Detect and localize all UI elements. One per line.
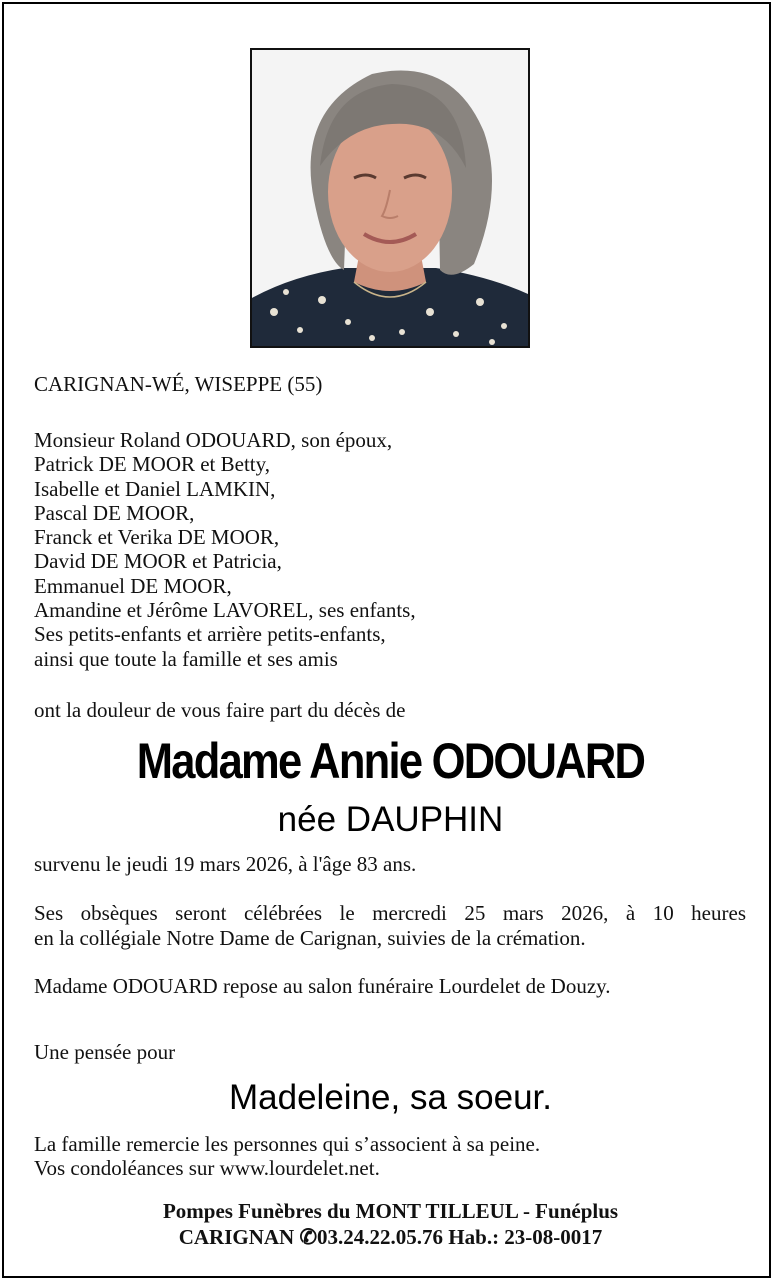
family-member: Patrick DE MOOR et Betty, [34, 452, 271, 477]
portrait-photo [250, 48, 530, 348]
thanks-line-2: Vos condoléances sur www.lourdelet.net. [34, 1156, 380, 1180]
obituary-notice [2, 2, 771, 1278]
funeral-line-1: Ses obsèques seront célébrées le mercredi 25 mars 2026, à 10 heures [34, 901, 746, 925]
funeral-line-2: en la collégiale Notre Dame de Carignan, suivies de la crémation. [34, 926, 586, 950]
death-info: survenu le jeudi 19 mars 2026, à l'âge 83 ans. [34, 852, 417, 876]
family-member: Isabelle et Daniel LAMKIN, [34, 476, 276, 501]
thought-person: Madeleine, sa soeur. [229, 1078, 552, 1117]
announcement-intro: ont la douleur de vous faire part du décès de [34, 698, 406, 722]
family-member: David DE MOOR et Patricia, [34, 549, 282, 574]
deceased-name: Madame Annie ODOUARD [136, 733, 645, 789]
family-member: Franck et Verika DE MOOR, [34, 525, 280, 550]
family-member: Amandine et Jérôme LAVOREL, ses enfants, [34, 598, 416, 623]
thanks-line-1: La famille remercie les personnes qui s’associent à sa peine. [34, 1132, 541, 1156]
family-member: ainsi que toute la famille et ses amis [34, 646, 338, 671]
funeral-home-contact: CARIGNAN ✆03.24.22.05.76 Hab.: 23-08-0017 [178, 1225, 603, 1249]
family-member: Ses petits-enfants et arrière petits-enfants, [34, 622, 386, 647]
family-member: Monsieur Roland ODOUARD, son époux, [34, 428, 393, 452]
thought-intro: Une pensée pour [34, 1040, 176, 1064]
portrait-illustration [252, 50, 528, 346]
family-member: Pascal DE MOOR, [34, 500, 195, 525]
maiden-name: née DAUPHIN [277, 800, 504, 839]
family-list [34, 428, 416, 671]
family-member: Emmanuel DE MOOR, [34, 573, 232, 598]
funeral-home-name: Pompes Funèbres du MONT TILLEUL - Funéplus [162, 1199, 619, 1223]
location-line: CARIGNAN-WÉ, WISEPPE (55) [34, 372, 323, 396]
rest-place: Madame ODOUARD repose au salon funéraire Lourdelet de Douzy. [34, 974, 611, 998]
